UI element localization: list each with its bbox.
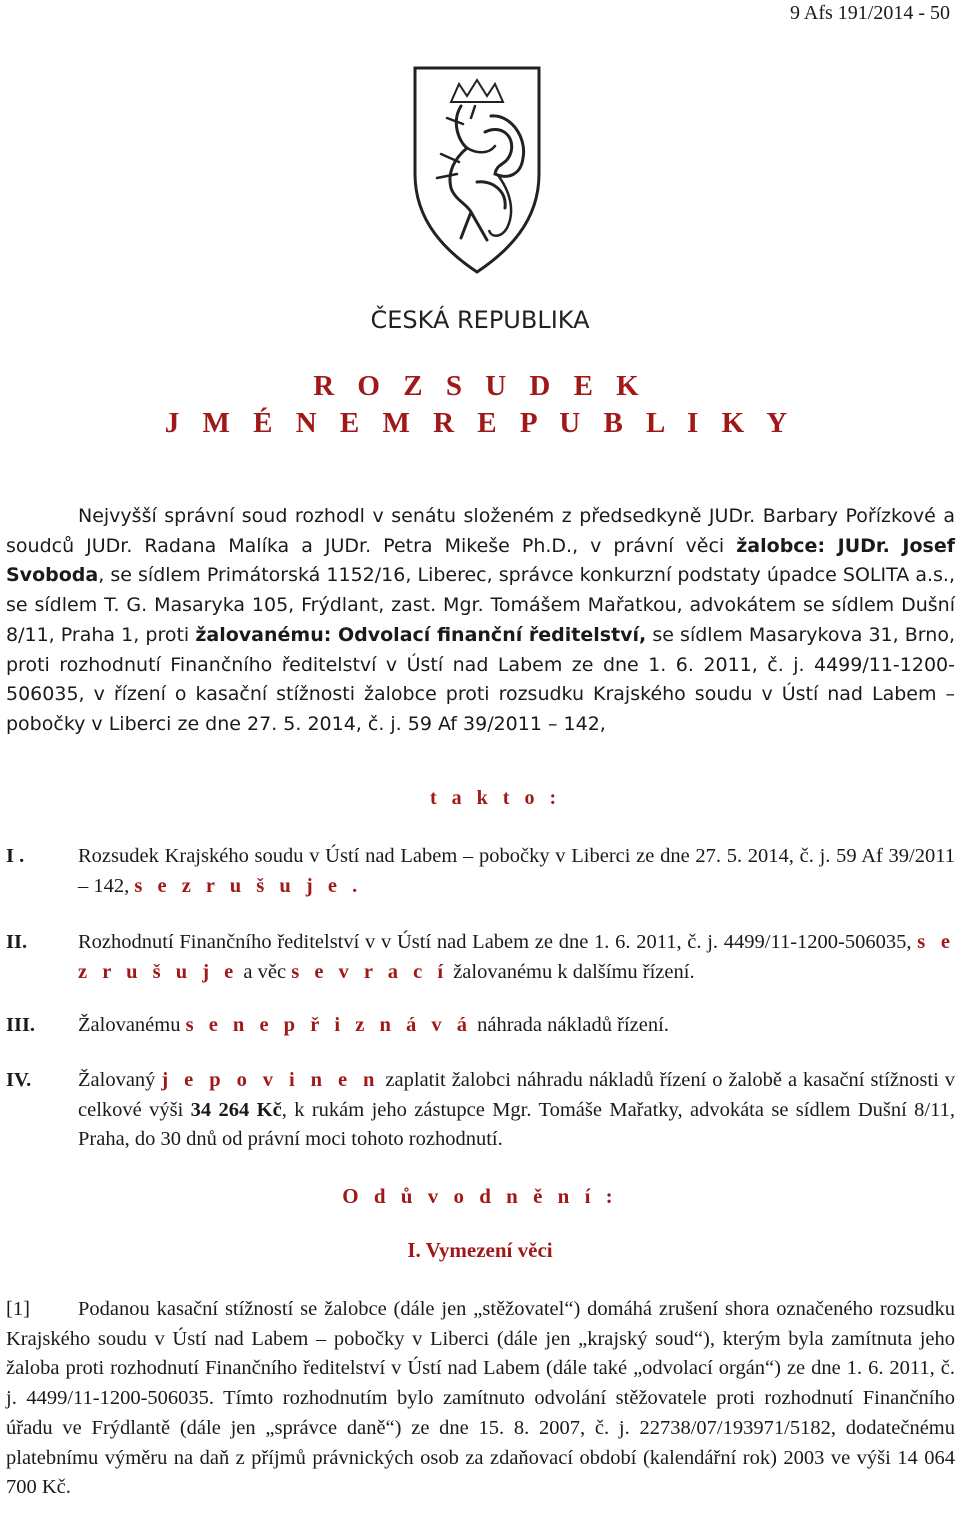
verdict-text-3a: Žalovanému bbox=[78, 1014, 186, 1036]
verdict-number-4: IV. bbox=[6, 1069, 32, 1091]
verdict-text-2c: žalovanému k dalšímu řízení. bbox=[448, 960, 695, 983]
section-heading: I. Vymezení věci bbox=[407, 1238, 553, 1262]
verdict-text-1: Rozsudek Krajského soudu v Ústí nad Labem – pobočky v Liberci ze dne 27. 5. 2014, č. j. 59 Af 39/2011 – 142, bbox=[78, 845, 955, 897]
verdict-number-2: II. bbox=[6, 931, 28, 953]
verdict-number-1: I . bbox=[6, 845, 25, 867]
reasoning-paragraph-1 bbox=[6, 1295, 955, 1503]
intro-part-1: Nejvyšší správní soud rozhodl v senátu složeném z předsedkyně JUDr. Barbary Pořízkové a soudců JUDr. Radana Malíka a JUDr. Petra Mikeše Ph.D., v právní věci bbox=[6, 505, 955, 557]
intro-paragraph bbox=[6, 502, 955, 740]
verdict-text-4b: zaplatit žalobci náhradu nákladů řízení o žalobě a kasační stížnosti v celkové výši bbox=[78, 1069, 955, 1121]
verdict-action-4: j e p o v i n e n bbox=[161, 1069, 380, 1091]
takto-heading: t a k t o : bbox=[430, 787, 562, 809]
paragraph-number: [1] bbox=[6, 1298, 30, 1320]
verdict-action-3: s e n e p ř i z n á v á bbox=[185, 1014, 472, 1036]
state-emblem-lion-icon bbox=[411, 62, 543, 276]
defendant-label: žalovanému: Odvolací finanční ředitelství, bbox=[195, 623, 647, 646]
plaintiff-label: žalobce: JUDr. Josef Svoboda bbox=[6, 534, 955, 587]
verdict-text-4a: Žalovaný bbox=[78, 1069, 162, 1091]
verdict-action-1: s e z r u š u j e . bbox=[134, 874, 363, 897]
verdict-text-2a: Rozhodnutí Finančního ředitelství v v Ústí nad Labem ze dne 1. 6. 2011, č. j. 4499/11-1200-506035, bbox=[78, 931, 918, 953]
verdict-item-4 bbox=[6, 1066, 955, 1155]
verdict-amount: 34 264 Kč bbox=[190, 1098, 282, 1121]
document-subtitle: J M É N E M R E P U B L I K Y bbox=[164, 407, 796, 439]
verdict-action-2b: s e v r a c í bbox=[291, 960, 449, 983]
verdict-item-1 bbox=[6, 842, 955, 901]
verdict-item-3 bbox=[6, 1011, 955, 1041]
verdict-text-4c: , k rukám jeho zástupce Mgr. Tomáše Mařatky, advokáta se sídlem Dušní 8/11, Praha, do 30 dnů od právní moci tohoto rozhodnutí. bbox=[78, 1098, 955, 1151]
verdict-action-2a: s e z r u š u j e bbox=[78, 931, 955, 983]
intro-part-2: , se sídlem Primátorská 1152/16, Liberec, správce konkurzní podstaty úpadce SOLITA a.s., se sídlem T. G. Masaryka 105, Frýdlant, zast. Mgr. Tomášem Mařatkou, advokátem se sídlem Dušní 8/11, Praha 1, proti bbox=[6, 564, 955, 646]
country-name: ČESKÁ REPUBLIKA bbox=[370, 306, 590, 334]
intro-part-3: se sídlem Masarykova 31, Brno, proti rozhodnutí Finančního ředitelství v Ústí nad Labem ze dne 1. 6. 2011, č. j. 4499/11-1200-506035, v řízení o kasační stížnosti žalobce proti rozsudku Krajského soudu v Ústí nad Labem – pobočky v Liberci ze dne 27. 5. 2014, č. j. 59 Af 39/2011 – 142, bbox=[6, 623, 955, 735]
verdict-text-3b: náhrada nákladů řízení. bbox=[472, 1014, 669, 1036]
verdict-text-2b: a věc bbox=[238, 960, 292, 983]
verdict-number-3: III. bbox=[6, 1014, 36, 1036]
document-title: R O Z S U D E K bbox=[313, 370, 647, 402]
paragraph-text: Podanou kasační stížností se žalobce (dále jen „stěžovatel“) domáhá zrušení shora označeného rozsudku Krajského soudu v Ústí nad Labem – pobočky v Liberci (dále jen „krajský soud“), kterým byla zamítnuta jeho žaloba proti rozhodnutí Finančního ředitelství v Ústí nad Labem (dále také „odvolací orgán“) ze dne 1. 6. 2011, č. j. 4499/11-1200-506035. Tímto rozhodnutím bylo zamítnuto odvolání stěžovatele proti rozhodnutí Finančního úřadu ve Frýdlantě (dále jen „správce daně“) ze dne 15. 8. 2007, č. j. 22738/07/193971/5182, dodatečnému platebnímu výměru na daň z příjmů právnických osob za zdaňovací období (kalendářní rok) 2003 ve výši 14 064 700 Kč. bbox=[6, 1298, 955, 1499]
reasoning-heading: O d ů v o d n ě n í : bbox=[342, 1184, 618, 1208]
verdict-item-2 bbox=[6, 928, 955, 987]
case-number: 9 Afs 191/2014 - 50 bbox=[790, 2, 950, 24]
